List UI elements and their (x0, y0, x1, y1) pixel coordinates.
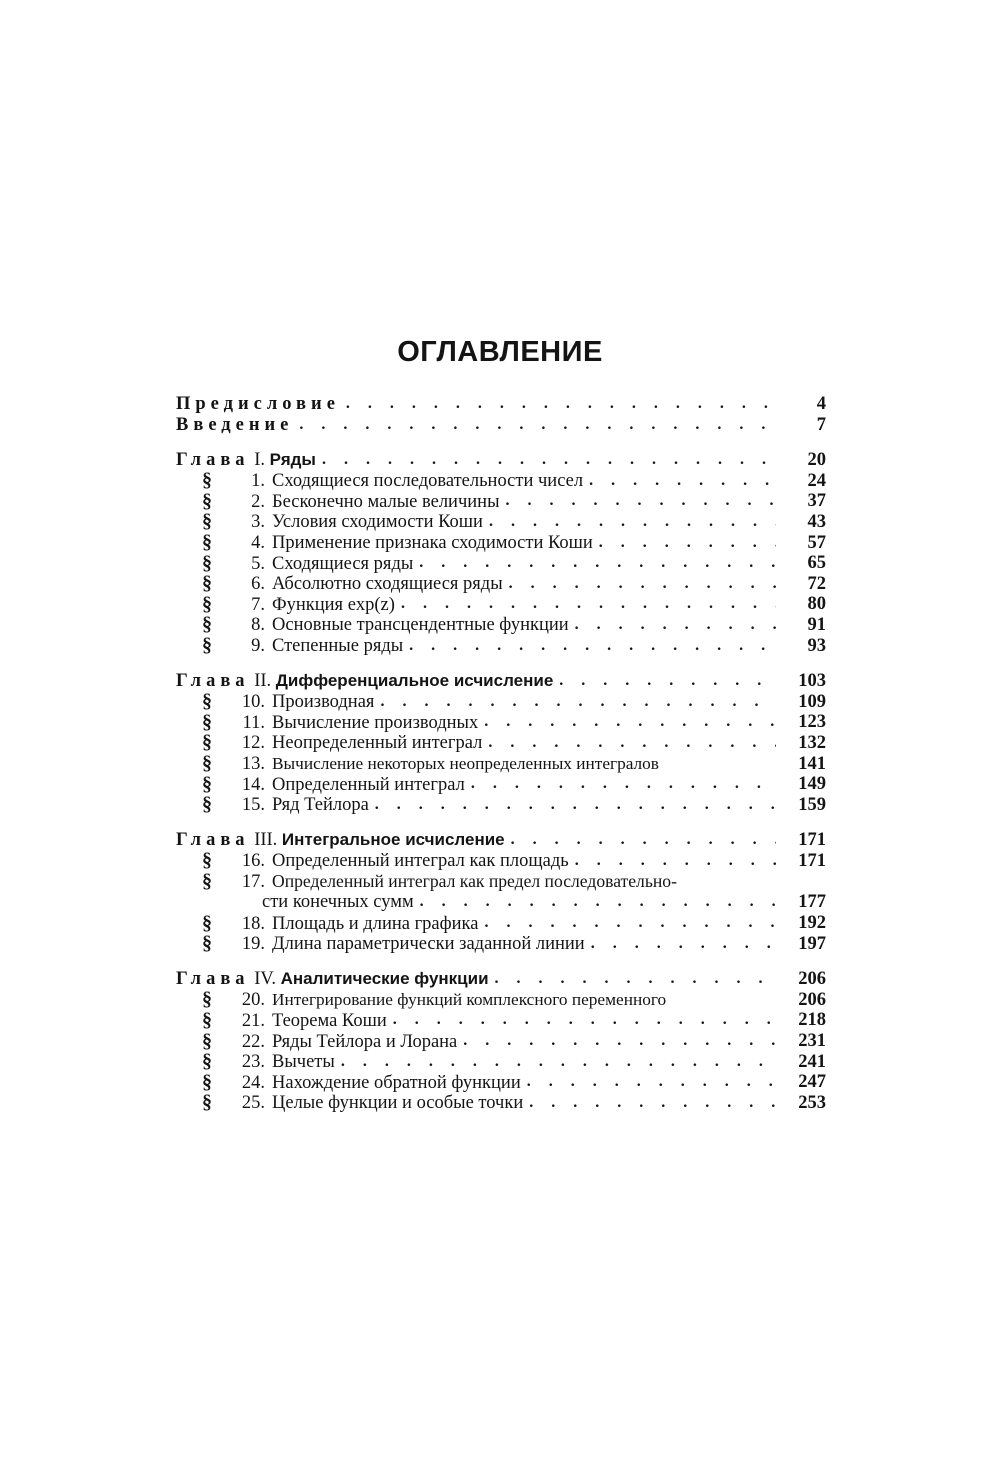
section-sign: § (202, 1010, 212, 1031)
section-number: 25. (241, 1093, 265, 1114)
section-number: 14. (241, 774, 265, 795)
section-title: Длина параметрически заданной линии (272, 934, 585, 955)
page-number: 37 (807, 491, 826, 512)
toc-section-16[interactable] (176, 851, 826, 872)
toc-section-6[interactable] (176, 574, 826, 595)
section-title: Условия сходимости Коши (272, 512, 483, 533)
leader-dots (299, 415, 776, 436)
toc-chapter-4[interactable] (176, 969, 826, 990)
leader-dots (575, 615, 776, 636)
section-sign: § (202, 712, 212, 733)
section-sign: § (202, 1092, 212, 1114)
section-sign: § (202, 691, 212, 713)
leader-dots (375, 795, 776, 816)
entry-title: Предисловие (176, 394, 340, 414)
toc-entry-introduction[interactable] (176, 415, 826, 436)
section-sign: § (202, 635, 212, 657)
section-sign: § (202, 511, 212, 533)
section-number: 7. (251, 594, 265, 615)
section-number: 10. (241, 692, 265, 713)
leader-dots (488, 733, 776, 754)
toc-chapter-1[interactable] (176, 450, 826, 471)
chapter-prefix: Глава (176, 830, 250, 851)
section-title: Целые функции и особые точки (272, 1093, 524, 1114)
section-title: Вычисление производных (272, 712, 479, 733)
section-sign: § (202, 594, 212, 615)
leader-dots (589, 471, 776, 492)
section-sign: § (202, 470, 212, 492)
chapter-numeral: IV. (254, 969, 276, 990)
page-title: ОГЛАВЛЕНИЕ (397, 336, 603, 368)
toc-section-17[interactable] (176, 871, 826, 892)
toc-section-25[interactable] (176, 1093, 826, 1114)
page-number: 177 (798, 892, 826, 913)
section-sign: § (202, 573, 212, 595)
toc-section-11[interactable] (176, 712, 826, 733)
toc-section-7[interactable] (176, 594, 826, 615)
toc-section-5[interactable] (176, 553, 826, 574)
section-sign: § (202, 553, 212, 574)
section-sign: § (202, 532, 212, 554)
leader-dots (341, 1052, 776, 1073)
leader-dots (380, 692, 776, 713)
section-number: 13. (241, 754, 265, 774)
leader-dots (509, 574, 776, 595)
leader-dots (559, 671, 776, 692)
leader-dots (419, 553, 776, 574)
section-number: 4. (251, 533, 265, 554)
leader-dots (599, 533, 776, 554)
page-number: 171 (798, 850, 826, 871)
leader-dots (506, 491, 777, 512)
section-title: Вычисление некоторых неопределенных интегралов (272, 754, 659, 773)
section-title: Определенный интеграл (272, 774, 465, 795)
toc-section-24[interactable] (176, 1072, 826, 1093)
page-number: 93 (807, 635, 826, 656)
section-number: 21. (241, 1010, 265, 1031)
toc-section-12[interactable] (176, 733, 826, 754)
section-sign: § (202, 1051, 212, 1073)
page-number: 123 (798, 712, 826, 733)
section-number: 3. (251, 512, 265, 533)
page-number: 57 (807, 532, 826, 553)
page-number: 4 (816, 394, 826, 414)
toc-chapter-3[interactable] (176, 830, 826, 851)
section-number: 5. (251, 553, 265, 574)
leader-dots (484, 913, 776, 934)
section-title: Нахождение обратной функции (272, 1072, 521, 1093)
page-number: 7 (816, 414, 826, 435)
section-number: 22. (241, 1031, 265, 1052)
section-number: 15. (241, 795, 265, 816)
page-number: 171 (798, 830, 826, 851)
page-number: 253 (798, 1092, 826, 1113)
section-number: 24. (241, 1072, 265, 1093)
section-title: Сходящиеся ряды (272, 553, 414, 574)
leader-dots (409, 636, 776, 657)
section-sign: § (202, 1072, 212, 1093)
toc-section-2[interactable] (176, 491, 826, 512)
page-number: 72 (807, 573, 826, 594)
leader-dots (393, 1010, 776, 1031)
toc-section-19[interactable] (176, 934, 826, 955)
toc-section-9[interactable] (176, 636, 826, 657)
leader-dots (529, 1093, 776, 1114)
page-number: 159 (798, 794, 826, 815)
section-sign: § (202, 871, 212, 892)
section-title: Теорема Коши (272, 1010, 387, 1031)
page-number: 109 (798, 691, 826, 712)
section-number: 9. (251, 636, 265, 657)
toc-section-20[interactable] (176, 990, 826, 1011)
leader-dots (322, 450, 776, 471)
section-number: 17. (241, 871, 265, 892)
page-number: 231 (798, 1031, 826, 1052)
section-number: 11. (242, 712, 265, 733)
leader-dots (495, 969, 776, 990)
leader-dots (346, 394, 776, 415)
section-title: Применение признака сходимости Коши (272, 533, 593, 554)
section-sign: § (202, 774, 212, 795)
section-title: Степенные ряды (272, 636, 404, 657)
toc-section-8[interactable] (176, 615, 826, 636)
page-number: 132 (798, 732, 826, 753)
section-sign: § (202, 913, 212, 934)
leader-dots (401, 594, 776, 615)
page-number: 24 (807, 470, 826, 491)
section-title: Абсолютно сходящиеся ряды (272, 574, 503, 595)
page-number: 241 (798, 1051, 826, 1072)
section-sign: § (202, 753, 212, 774)
table-of-contents (176, 394, 826, 1113)
section-number: 2. (251, 491, 265, 512)
page-number: 103 (798, 671, 826, 692)
section-title: Производная (272, 692, 375, 713)
toc-section-18[interactable] (176, 913, 826, 934)
section-number: 6. (251, 574, 265, 595)
toc-section-22[interactable] (176, 1031, 826, 1052)
section-number: 18. (241, 913, 265, 934)
chapter-title: Дифференциальное исчисление (275, 671, 554, 691)
leader-dots (511, 830, 776, 851)
leader-dots (471, 774, 776, 795)
toc-section-10[interactable] (176, 692, 826, 713)
section-title: Основные трансцендентные функции (272, 615, 569, 636)
section-title: Определенный интеграл как площадь (272, 851, 569, 872)
chapter-title: Интегральное исчисление (281, 830, 505, 850)
chapter-prefix: Глава (176, 671, 250, 692)
section-sign: § (202, 614, 212, 636)
section-number: 12. (241, 733, 265, 754)
section-title: Неопределенный интеграл (272, 733, 483, 754)
section-title: Функция exp(z) (272, 594, 395, 615)
chapter-numeral: II. (254, 671, 272, 692)
section-number: 16. (241, 851, 265, 872)
toc-section-21[interactable] (176, 1010, 826, 1031)
section-sign: § (202, 794, 212, 816)
page-number: 218 (798, 1010, 826, 1031)
page-number: 65 (807, 553, 826, 574)
page-number: 91 (807, 614, 826, 635)
leader-dots (420, 892, 776, 913)
section-sign: § (202, 933, 212, 955)
section-title: Интегрирование функций комплексного переменного (272, 990, 667, 1010)
section-title: Ряд Тейлора (272, 795, 369, 816)
toc-section-1[interactable] (176, 471, 826, 492)
page-number: 43 (807, 511, 826, 532)
toc-section-15[interactable] (176, 795, 826, 816)
toc-section-13[interactable] (176, 754, 826, 775)
section-title: Определенный интеграл как предел последовательно- (272, 871, 677, 891)
section-sign: § (202, 850, 212, 872)
leader-dots (575, 851, 776, 872)
section-sign: § (202, 989, 212, 1011)
section-title: Ряды Тейлора и Лорана (272, 1031, 458, 1052)
section-sign: § (202, 1031, 212, 1052)
section-title: Вычеты (272, 1052, 335, 1073)
toc-section-17-continued[interactable] (176, 892, 826, 913)
page-number: 141 (798, 753, 826, 774)
page-number: 149 (798, 774, 826, 795)
section-title: Бесконечно малые величины (272, 491, 500, 512)
section-number: 23. (241, 1052, 265, 1073)
leader-dots (484, 712, 776, 733)
toc-section-23[interactable] (176, 1052, 826, 1073)
section-title-continued: сти конечных сумм (262, 892, 414, 913)
leader-dots (591, 934, 776, 955)
entry-title: Введение (176, 414, 294, 435)
chapter-prefix: Глава (176, 450, 250, 471)
page-number: 197 (798, 933, 826, 954)
toc-section-3[interactable] (176, 512, 826, 533)
toc-entry-preface[interactable] (176, 394, 826, 415)
section-number: 1. (251, 471, 265, 492)
section-title: Площадь и длина графика (272, 913, 479, 934)
section-number: 19. (241, 934, 265, 955)
page-number: 206 (798, 989, 826, 1010)
page-number: 192 (798, 913, 826, 934)
page-number: 20 (807, 450, 826, 471)
page-number: 206 (798, 969, 826, 990)
chapter-title: Ряды (269, 450, 316, 470)
page-number: 247 (798, 1072, 826, 1093)
section-sign: § (202, 732, 212, 754)
section-number: 8. (251, 615, 265, 636)
section-sign: § (202, 491, 212, 512)
chapter-numeral: III. (254, 830, 278, 851)
chapter-prefix: Глава (176, 969, 250, 990)
toc-chapter-2[interactable] (176, 671, 826, 692)
leader-dots (489, 512, 776, 533)
section-number: 20. (241, 990, 265, 1011)
leader-dots (527, 1072, 776, 1093)
page-number: 80 (807, 594, 826, 615)
toc-section-4[interactable] (176, 533, 826, 554)
chapter-numeral: I. (254, 450, 265, 471)
toc-section-14[interactable] (176, 774, 826, 795)
section-title: Сходящиеся последовательности чисел (272, 471, 584, 492)
chapter-title: Аналитические функции (280, 969, 489, 989)
leader-dots (463, 1031, 776, 1052)
